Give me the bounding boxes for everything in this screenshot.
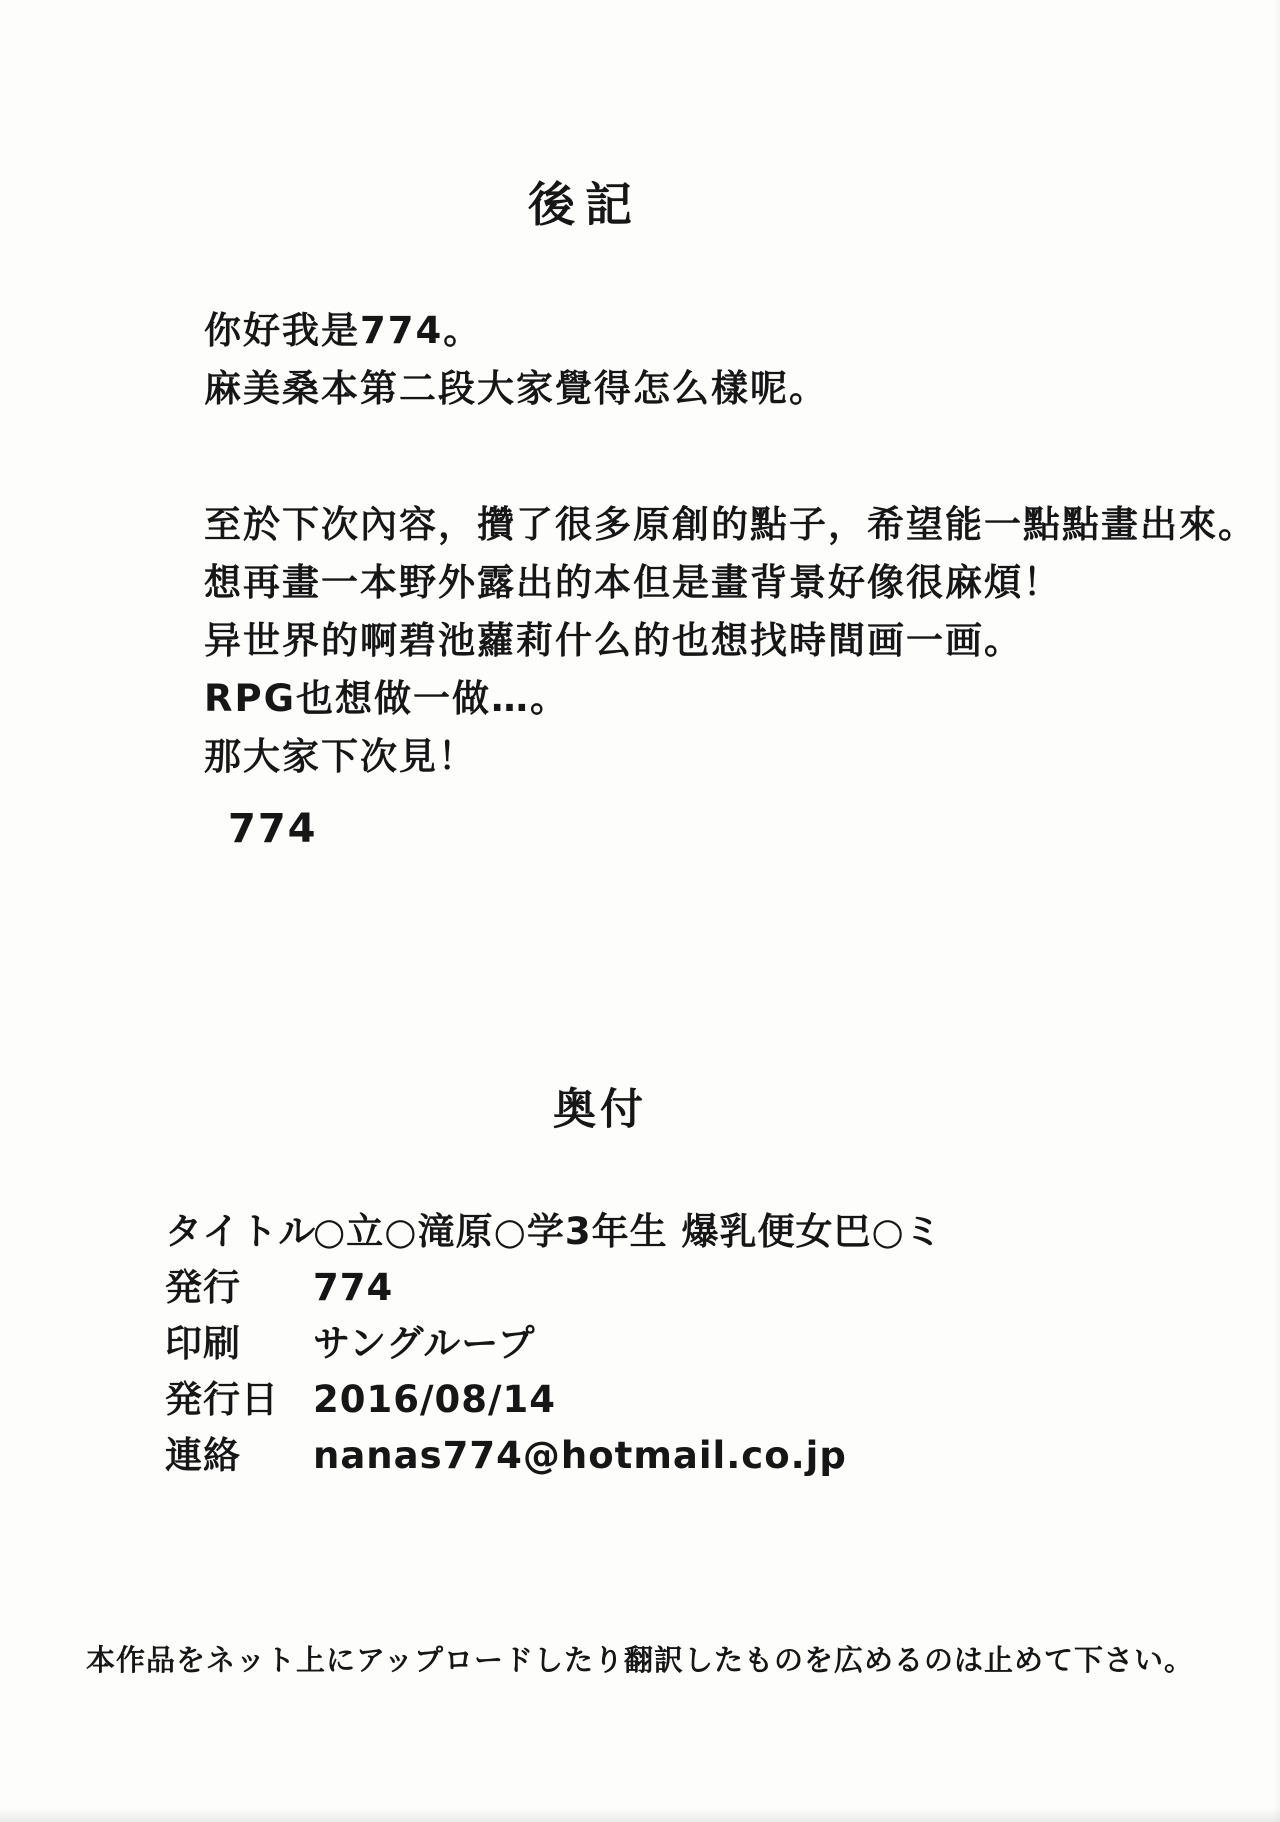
afterword-paragraph-1 (204, 302, 828, 418)
colophon-value: ○立○滝原○学3年生 爆乳便女巴○ミ (313, 1210, 943, 1253)
colophon-row-date (165, 1372, 943, 1428)
colophon-label: 発行 (165, 1266, 241, 1309)
colophon-value: サングループ (313, 1322, 536, 1365)
afterword-title: 後記 (528, 178, 642, 233)
scan-edge-artifact (0, 1808, 1280, 1822)
colophon-row-contact (165, 1428, 943, 1484)
afterword-line: RPG也想做一做…。 (204, 677, 569, 720)
colophon-value: nanas774@hotmail.co.jp (313, 1434, 847, 1477)
afterword-line: 想再畫一本野外露出的本但是畫背景好像很麻煩！ (204, 561, 1062, 604)
colophon-label: 印刷 (165, 1322, 241, 1365)
colophon-title: 奥付 (553, 1085, 647, 1135)
afterword-line: 你好我是774。 (204, 309, 483, 352)
colophon-row-publisher (165, 1260, 943, 1316)
colophon-value: 2016/08/14 (313, 1378, 556, 1421)
colophon-table (165, 1204, 943, 1484)
afterword-line: 那大家下次見！ (204, 735, 477, 778)
colophon-row-title (165, 1204, 943, 1260)
colophon-label: 連絡 (165, 1434, 241, 1477)
colophon-label: 発行日 (165, 1378, 279, 1421)
afterword-line: 异世界的啊碧池蘿莉什么的也想找時間画一画。 (204, 619, 1023, 662)
afterword-line: 至於下次內容，攢了很多原創的點子，希望能一點點畫出來。 (204, 503, 1257, 546)
afterword-paragraph-2 (204, 496, 1257, 786)
colophon-row-printer (165, 1316, 943, 1372)
afterword-line: 麻美桑本第二段大家覺得怎么樣呢。 (204, 367, 828, 410)
colophon-label: タイトル (165, 1210, 317, 1253)
upload-prohibition-notice: 本作品をネット上にアップロードしたり翻訳したものを広めるのは止めて下さい。 (86, 1643, 1194, 1677)
colophon-value: 774 (313, 1266, 394, 1309)
afterword-signature: 774 (228, 806, 318, 852)
scan-edge-artifact (1272, 0, 1280, 1822)
